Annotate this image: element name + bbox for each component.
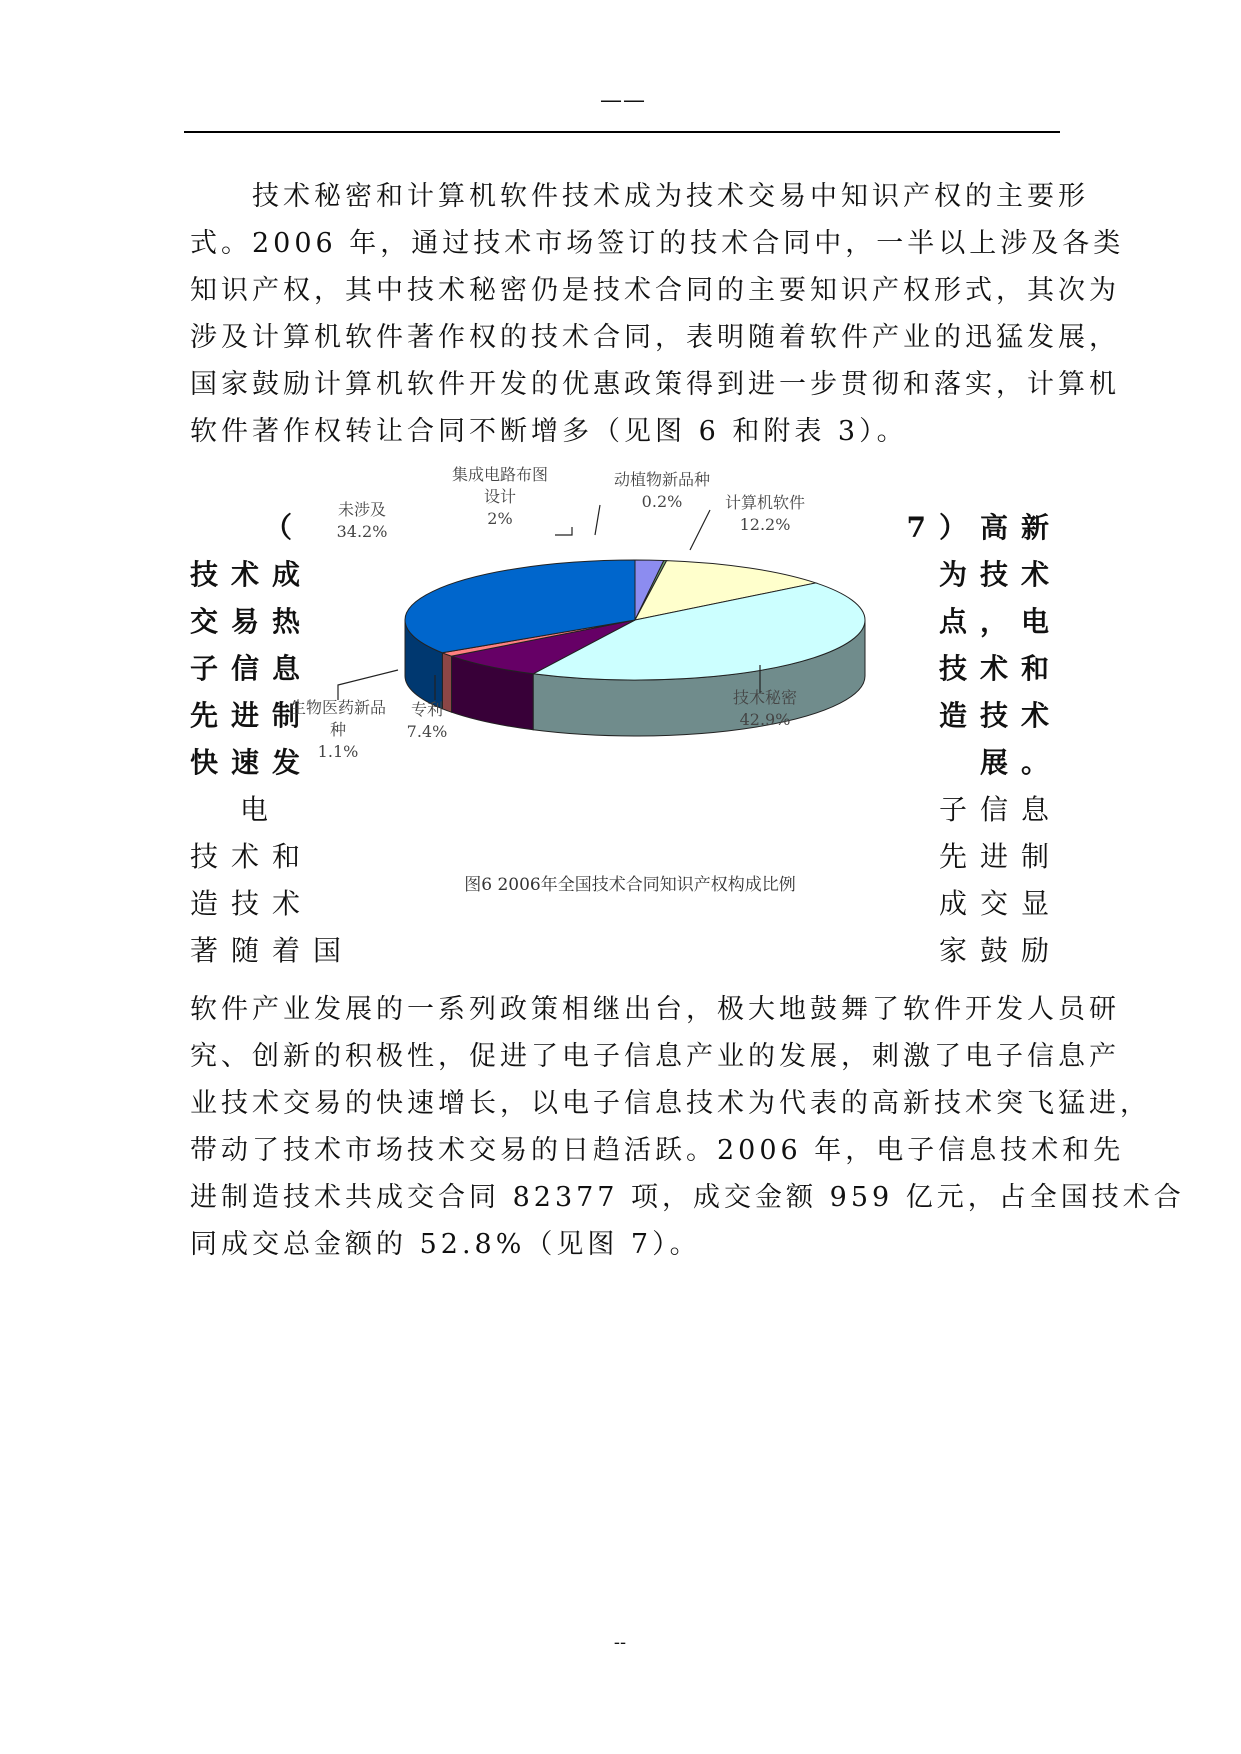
leader-line	[595, 505, 600, 535]
wrap-fragment: 技术成	[190, 558, 314, 591]
slice-name: 动植物新品种	[613, 470, 711, 489]
text-line: 知识产权，其中技术秘密仍是技术合同的主要知识产权形式，其次为	[190, 275, 1120, 306]
wrap-fragment: 成交显	[938, 887, 1062, 920]
wrap-fragment: 先进制	[190, 699, 314, 732]
text-line: 国家鼓励计算机软件开发的优惠政策得到进一步贯彻和落实，计算机	[190, 369, 1120, 400]
slice-name: 专利	[410, 700, 444, 719]
wrap-fragment: 展。	[979, 746, 1062, 779]
header-rule	[184, 131, 1060, 133]
wrap-fragment: 技术和	[190, 840, 314, 873]
wrap-fragment: 点，电	[938, 605, 1062, 638]
header-mark: ——	[600, 88, 646, 113]
pie-label-动植物新品种	[595, 470, 710, 535]
text-line: 软件著作权转让合同不断增多（见图 6 和附表 3）。	[190, 416, 908, 447]
slice-percent: 12.2%	[739, 515, 791, 534]
wrap-fragment: 著随着国	[190, 934, 355, 967]
text-line: 技术秘密和计算机软件技术成为技术交易中知识产权的主要形	[190, 181, 1089, 212]
text-line: 带动了技术市场技术交易的日趋活跃。2006 年，电子信息技术和先	[190, 1135, 1125, 1166]
slice-percent: 0.2%	[641, 492, 683, 511]
leader-line	[690, 510, 710, 550]
wrap-fragment: 7）高新	[906, 511, 1062, 544]
wrap-fragment: 电	[240, 793, 282, 826]
wrap-fragment: 快速发	[190, 746, 314, 779]
slice-name: 技术秘密	[732, 688, 798, 707]
slice-name: 计算机软件	[724, 493, 806, 512]
footer-mark: --	[613, 1632, 627, 1653]
leader-line	[555, 527, 572, 535]
wrap-fragment: 技术和	[938, 652, 1062, 685]
text-line: 软件产业发展的一系列政策相继出台，极大地鼓舞了软件开发人员研	[190, 994, 1120, 1025]
wrap-fragment: 造技术	[190, 887, 314, 920]
slice-percent: 42.9%	[739, 710, 791, 729]
text-line: 涉及计算机软件著作权的技术合同，表明随着软件产业的迅猛发展，	[190, 322, 1120, 353]
slice-percent: 7.4%	[406, 722, 448, 741]
text-line: 业技术交易的快速增长，以电子信息技术为代表的高新技术突飞猛进，	[190, 1088, 1151, 1119]
chart-caption: 图6 2006年全国技术合同知识产权构成比例	[464, 875, 796, 895]
slice-percent: 1.1%	[317, 742, 359, 761]
wrap-fragment: 造技术	[938, 699, 1062, 732]
wrap-fragment: 子信息	[938, 793, 1062, 826]
leader-line	[338, 670, 398, 700]
wrap-fragment: 先进制	[938, 840, 1062, 873]
wrap-fragment: （	[264, 511, 306, 544]
wrap-fragment: 为技术	[938, 558, 1062, 591]
wrap-fragment: 家鼓励	[938, 934, 1062, 967]
pie-slices	[405, 560, 865, 680]
slice-percent: 2%	[487, 509, 513, 528]
slice-name: 未涉及	[337, 500, 387, 519]
wrap-fragment: 交易热	[190, 605, 314, 638]
wrap-fragment: 子信息	[190, 652, 314, 685]
text-line: 究、创新的积极性，促进了电子信息产业的发展，刺激了电子信息产	[190, 1041, 1120, 1072]
slice-name: 种	[329, 720, 347, 739]
slice-name: 生物医药新品	[289, 698, 387, 717]
text-line: 进制造技术共成交合同 82377 项，成交金额 959 亿元，占全国技术合	[190, 1182, 1185, 1213]
pie-label-计算机软件	[690, 493, 805, 550]
pie-chart-figure-6	[289, 465, 930, 905]
pie-label-集成电路布图设计	[452, 465, 572, 535]
slice-name: 设计	[483, 487, 517, 506]
text-line: 同成交总金额的 52.8%（见图 7）。	[190, 1229, 701, 1260]
slice-percent: 34.2%	[336, 522, 388, 541]
pie-side-生物医药新品种	[442, 653, 451, 712]
slice-name: 集成电路布图	[451, 465, 549, 484]
text-line: 式。2006 年，通过技术市场签订的技术合同中，一半以上涉及各类	[190, 228, 1125, 259]
pie-label-未涉及	[337, 500, 388, 541]
